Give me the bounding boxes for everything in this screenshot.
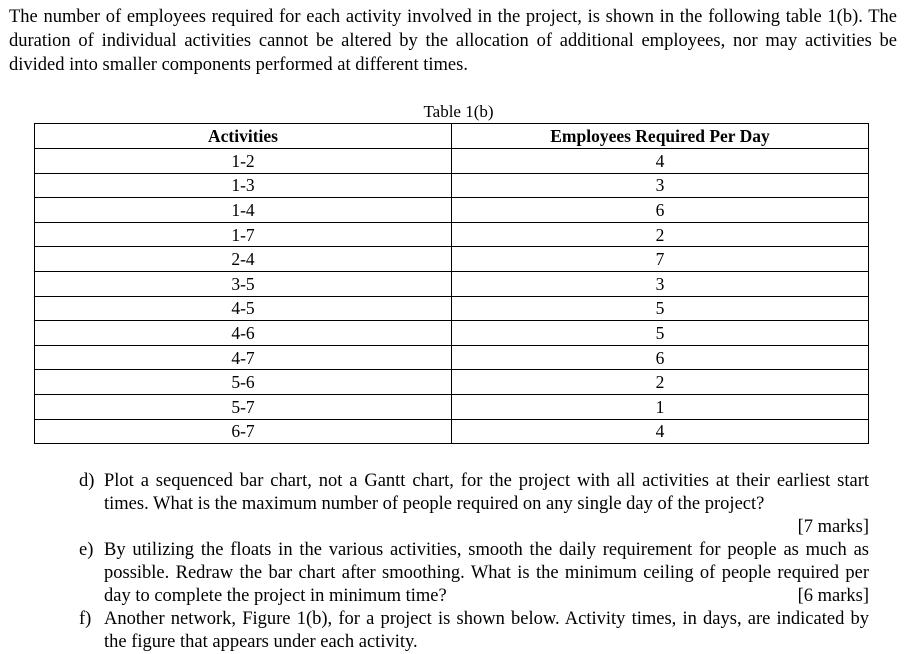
- table-row: [35, 296, 869, 321]
- question-f: [79, 608, 869, 654]
- question-text: By utilizing the floats in the various activities, smooth the daily requirement for people as much as possible. Redraw the bar chart after smoothing. What is the minimum ceiling of people required per day to complete the project in minimum time?: [104, 540, 869, 606]
- question-letter: d): [79, 471, 95, 491]
- employees-cell: 3: [452, 173, 869, 198]
- activity-cell: 1-3: [35, 173, 452, 198]
- questions-list: [79, 470, 869, 654]
- question-e: [79, 539, 869, 608]
- employees-cell: 7: [452, 247, 869, 272]
- intro-paragraph: The number of employees required for each activity involved in the project, is shown in the following table 1(b). The duration of individual activities cannot be altered by the allocation of additional employees, nor may activities be divided into smaller components performed at different times.: [9, 7, 897, 75]
- table-header-row: [35, 124, 869, 149]
- table-row: [35, 370, 869, 395]
- column-header-employees: Employees Required Per Day: [452, 124, 869, 149]
- activity-cell: 5-7: [35, 394, 452, 419]
- table-row: [35, 198, 869, 223]
- employees-cell: 2: [452, 222, 869, 247]
- employees-cell: 5: [452, 321, 869, 346]
- table-row: [35, 173, 869, 198]
- employees-table: [34, 123, 869, 444]
- table-row: [35, 394, 869, 419]
- activity-cell: 6-7: [35, 419, 452, 444]
- question-text: Another network, Figure 1(b), for a project is shown below. Activity times, in days, are indicated by the figure that appears under each activity.: [104, 609, 869, 652]
- employees-cell: 6: [452, 198, 869, 223]
- activity-cell: 1-2: [35, 149, 452, 174]
- employees-cell: 4: [452, 149, 869, 174]
- employees-cell: 3: [452, 271, 869, 296]
- activity-cell: 1-7: [35, 222, 452, 247]
- column-header-activities: Activities: [35, 124, 452, 149]
- employees-cell: 4: [452, 419, 869, 444]
- employees-cell: 5: [452, 296, 869, 321]
- table-row: [35, 149, 869, 174]
- activity-cell: 2-4: [35, 247, 452, 272]
- question-letter: f): [79, 609, 92, 629]
- table-caption: Table 1(b): [423, 102, 494, 121]
- employees-cell: 6: [452, 345, 869, 370]
- activity-cell: 4-6: [35, 321, 452, 346]
- activity-cell: 4-5: [35, 296, 452, 321]
- activity-cell: 4-7: [35, 345, 452, 370]
- question-marks: [6 marks]: [797, 586, 869, 606]
- table-row: [35, 345, 869, 370]
- table-row: [35, 321, 869, 346]
- activity-cell: 5-6: [35, 370, 452, 395]
- question-marks: [7 marks]: [797, 517, 869, 537]
- table-row: [35, 247, 869, 272]
- question-d: [79, 470, 869, 539]
- question-letter: e): [79, 540, 94, 560]
- activity-cell: 1-4: [35, 198, 452, 223]
- table-row: [35, 222, 869, 247]
- employees-cell: 1: [452, 394, 869, 419]
- table-row: [35, 271, 869, 296]
- employees-cell: 2: [452, 370, 869, 395]
- question-text: Plot a sequenced bar chart, not a Gantt chart, for the project with all activities at their earliest start times. What is the maximum number of people required on any single day of the project?: [104, 471, 869, 514]
- activity-cell: 3-5: [35, 271, 452, 296]
- table-row: [35, 419, 869, 444]
